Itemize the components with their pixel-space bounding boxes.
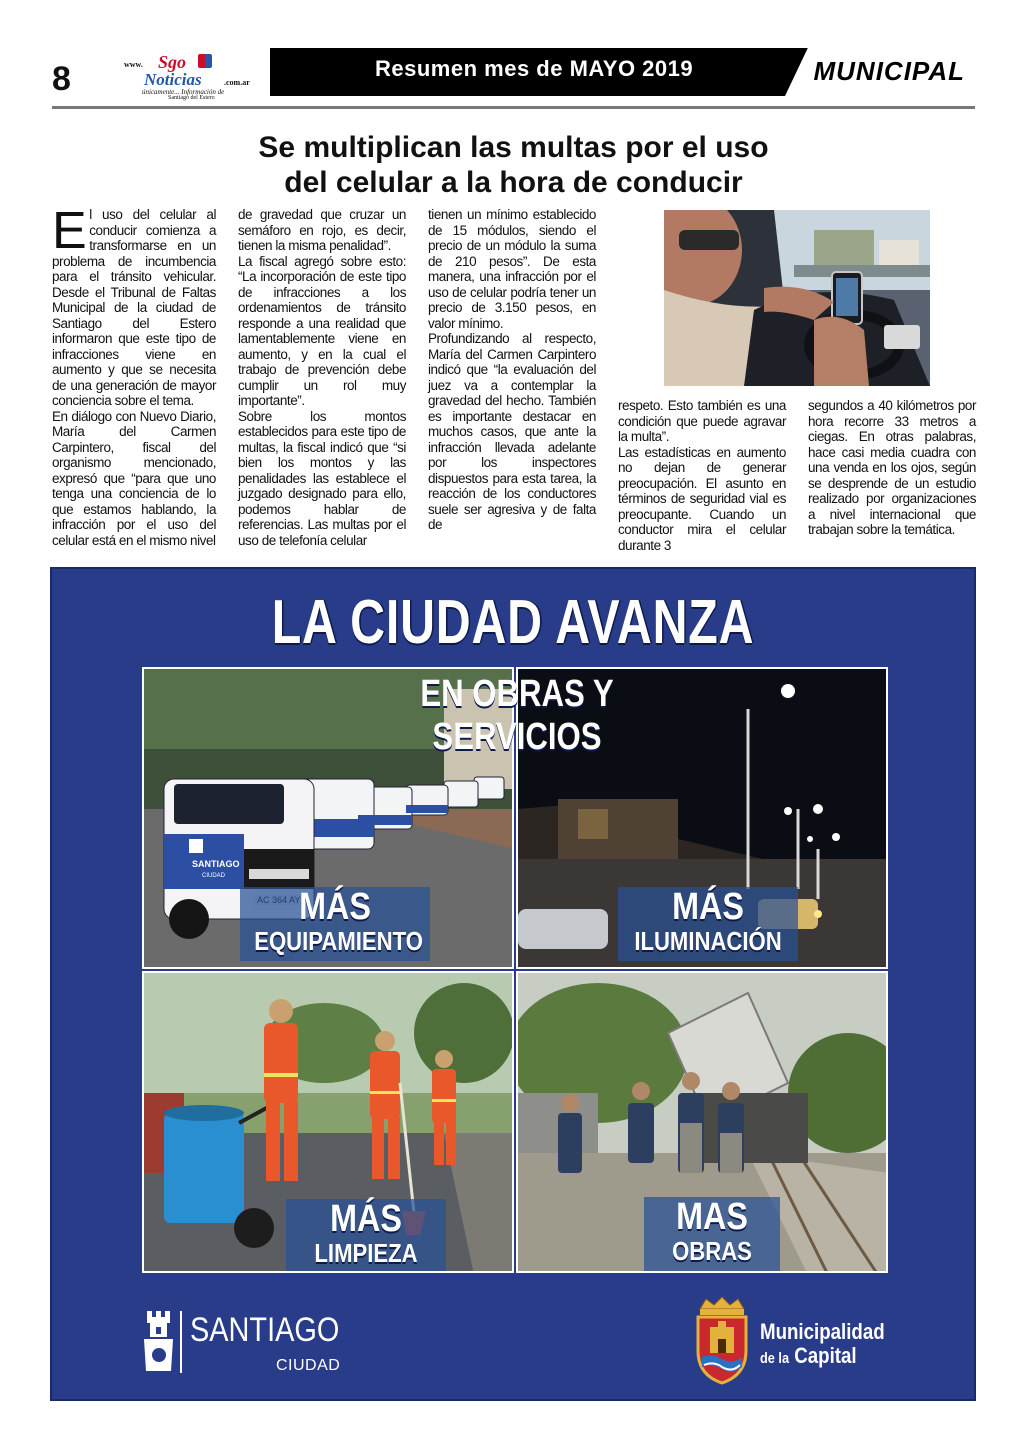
tag-big: MAS	[676, 1196, 748, 1238]
municipalidad-logo	[692, 1295, 902, 1385]
article-column-4	[618, 398, 786, 553]
driver-phone-illustration	[664, 210, 930, 386]
article-column-1	[52, 202, 216, 548]
article-column-3	[428, 207, 596, 533]
logo-www: www.	[124, 60, 143, 69]
truck-door-subtext: CIUDAD	[202, 873, 226, 879]
logo-divider	[180, 1311, 182, 1373]
tag-small: EQUIPAMIENTO	[254, 926, 423, 956]
tag-small: LIMPIEZA	[314, 1238, 418, 1268]
article-paragraph: respeto. Esto también es una condición que puede agravar la multa”.	[618, 398, 786, 444]
page-number: 8	[52, 60, 71, 98]
de-la-capital-text	[760, 1343, 857, 1369]
logo-tagline-2: Santiago del Estero	[168, 95, 215, 101]
logo-sgo: Sgo	[158, 52, 187, 72]
municipal-advertisement	[50, 567, 976, 1401]
article-column-5	[808, 398, 976, 538]
logo-mark-icon	[198, 54, 212, 68]
article-paragraph: Sobre los montos establecidos para este tipo de multas, la fiscal indicó que “si bien los montos y las penalidades las establece el juzgado designado para ello, podemos hablar de referencias. Las multas por el uso de telefonía celular	[238, 408, 406, 548]
article-paragraph: segundos a 40 kilómetros por hora recorre 33 metros a ciegas. En otras palabras, hace casi media cuadra con una venda en los ojos, según se desprende de un estudio realizado por organizaciones a nivel internacional que trabajan sobre la temática.	[808, 398, 976, 537]
logo-noticias: Noticias	[144, 70, 202, 89]
issue-bar	[270, 48, 975, 96]
drop-cap: E	[52, 202, 87, 260]
tag-big: MÁS	[672, 886, 744, 928]
article-paragraph: tienen un mínimo establecido de 15 módulos, siendo el precio de un módulo la suma de 210 pesos”. De esta manera, una infracción por el uso de celular podría tener un precio de 3.150 pesos, en valor mínimo.	[428, 207, 596, 331]
tag-small: ILUMINACIÓN	[634, 926, 782, 956]
tag-iluminacion	[618, 887, 798, 961]
tag-limpieza	[286, 1199, 446, 1271]
ad-subtitle: EN OBRAS Y SERVICIOS	[420, 673, 614, 758]
city-tower-icon	[144, 1309, 174, 1373]
sgo-noticias-logo	[118, 50, 268, 100]
headline-line-1: Se multiplican las multas por el uso	[258, 131, 769, 164]
tag-small: OBRAS	[672, 1236, 752, 1266]
article-paragraph: Profundizando al respecto, María del Carmen Carpintero indicó que “la evaluación del juez va a contemplar la gravedad del hecho. También es importante destacar en muchos casos, que ante la infracción llevada adelante por los inspectores dispuestos para esta tarea, la reacción de los conductores suele ser agresiva y de falta de	[428, 331, 596, 532]
capital-text: Capital	[794, 1343, 857, 1368]
article-paragraph: de gravedad que cruzar un semáforo en rojo, es decir, tienen la misma penalidad”.	[238, 207, 406, 253]
section-name: MUNICIPAL	[813, 56, 965, 86]
ciudad-wordmark: CIUDAD	[276, 1357, 341, 1374]
issue-date: Resumen mes de MAYO 2019	[375, 56, 694, 81]
article-column-2	[238, 207, 406, 548]
driver-phone-photo	[664, 210, 930, 386]
tag-big: MÁS	[330, 1198, 402, 1240]
panel-limpieza	[142, 971, 514, 1273]
tag-equipamiento	[240, 887, 430, 961]
truck-door-text: SANTIAGO	[192, 859, 240, 869]
santiago-wordmark: SANTIAGO	[190, 1311, 340, 1349]
headline-line-2: del celular a la hora de conducir	[284, 166, 743, 199]
ad-title: LA CIUDAD AVANZA	[271, 588, 755, 657]
article-paragraph	[52, 202, 216, 409]
article-paragraph: Las estadísticas en aumento no dejan de generar preocupación. El asunto en términos de seguridad vial es preocupante. Cuando un conductor mira el celular durante 3	[618, 444, 786, 553]
tag-big: MÁS	[299, 886, 371, 928]
article-paragraph: La fiscal agregó sobre esto: “La incorporación de este tipo de infracciones a los ordenamientos de tránsito responde a una realidad que lamentablemente viene en aumento, y en la cual el trabajo de prevención debe cumplir un rol muy importante”.	[238, 253, 406, 408]
coat-of-arms-icon	[692, 1295, 752, 1385]
municipalidad-text: Municipalidad	[760, 1319, 885, 1344]
article-headline	[52, 130, 975, 200]
paragraph-text: l uso del celular al conducir comienza a transformarse en un problema de incumbencia para el tránsito vehicular. Desde el Tribunal de Faltas Municipal de la ciudad de Santiago del Estero informaron que este tipo de infracciones viene en aumento y que se necesita de una generación de mayor conciencia sobre el tema.	[52, 207, 216, 408]
article-paragraph: En diálogo con Nuevo Diario, María del Carmen Carpintero, fiscal del organismo mencionado, expresó que “para que uno tenga una conciencia de lo que estamos hablando, la infracción por el uso del celular está en el mismo nivel	[52, 408, 216, 548]
santiago-ciudad-logo	[144, 1309, 364, 1379]
logo-tagline: únicamente... Información de	[142, 88, 225, 96]
tag-obras	[644, 1197, 780, 1271]
logo-domain: .com.ar	[224, 78, 250, 87]
header-rule	[52, 106, 975, 109]
de-la-text: de la	[760, 1350, 790, 1367]
panel-obras	[516, 971, 888, 1273]
